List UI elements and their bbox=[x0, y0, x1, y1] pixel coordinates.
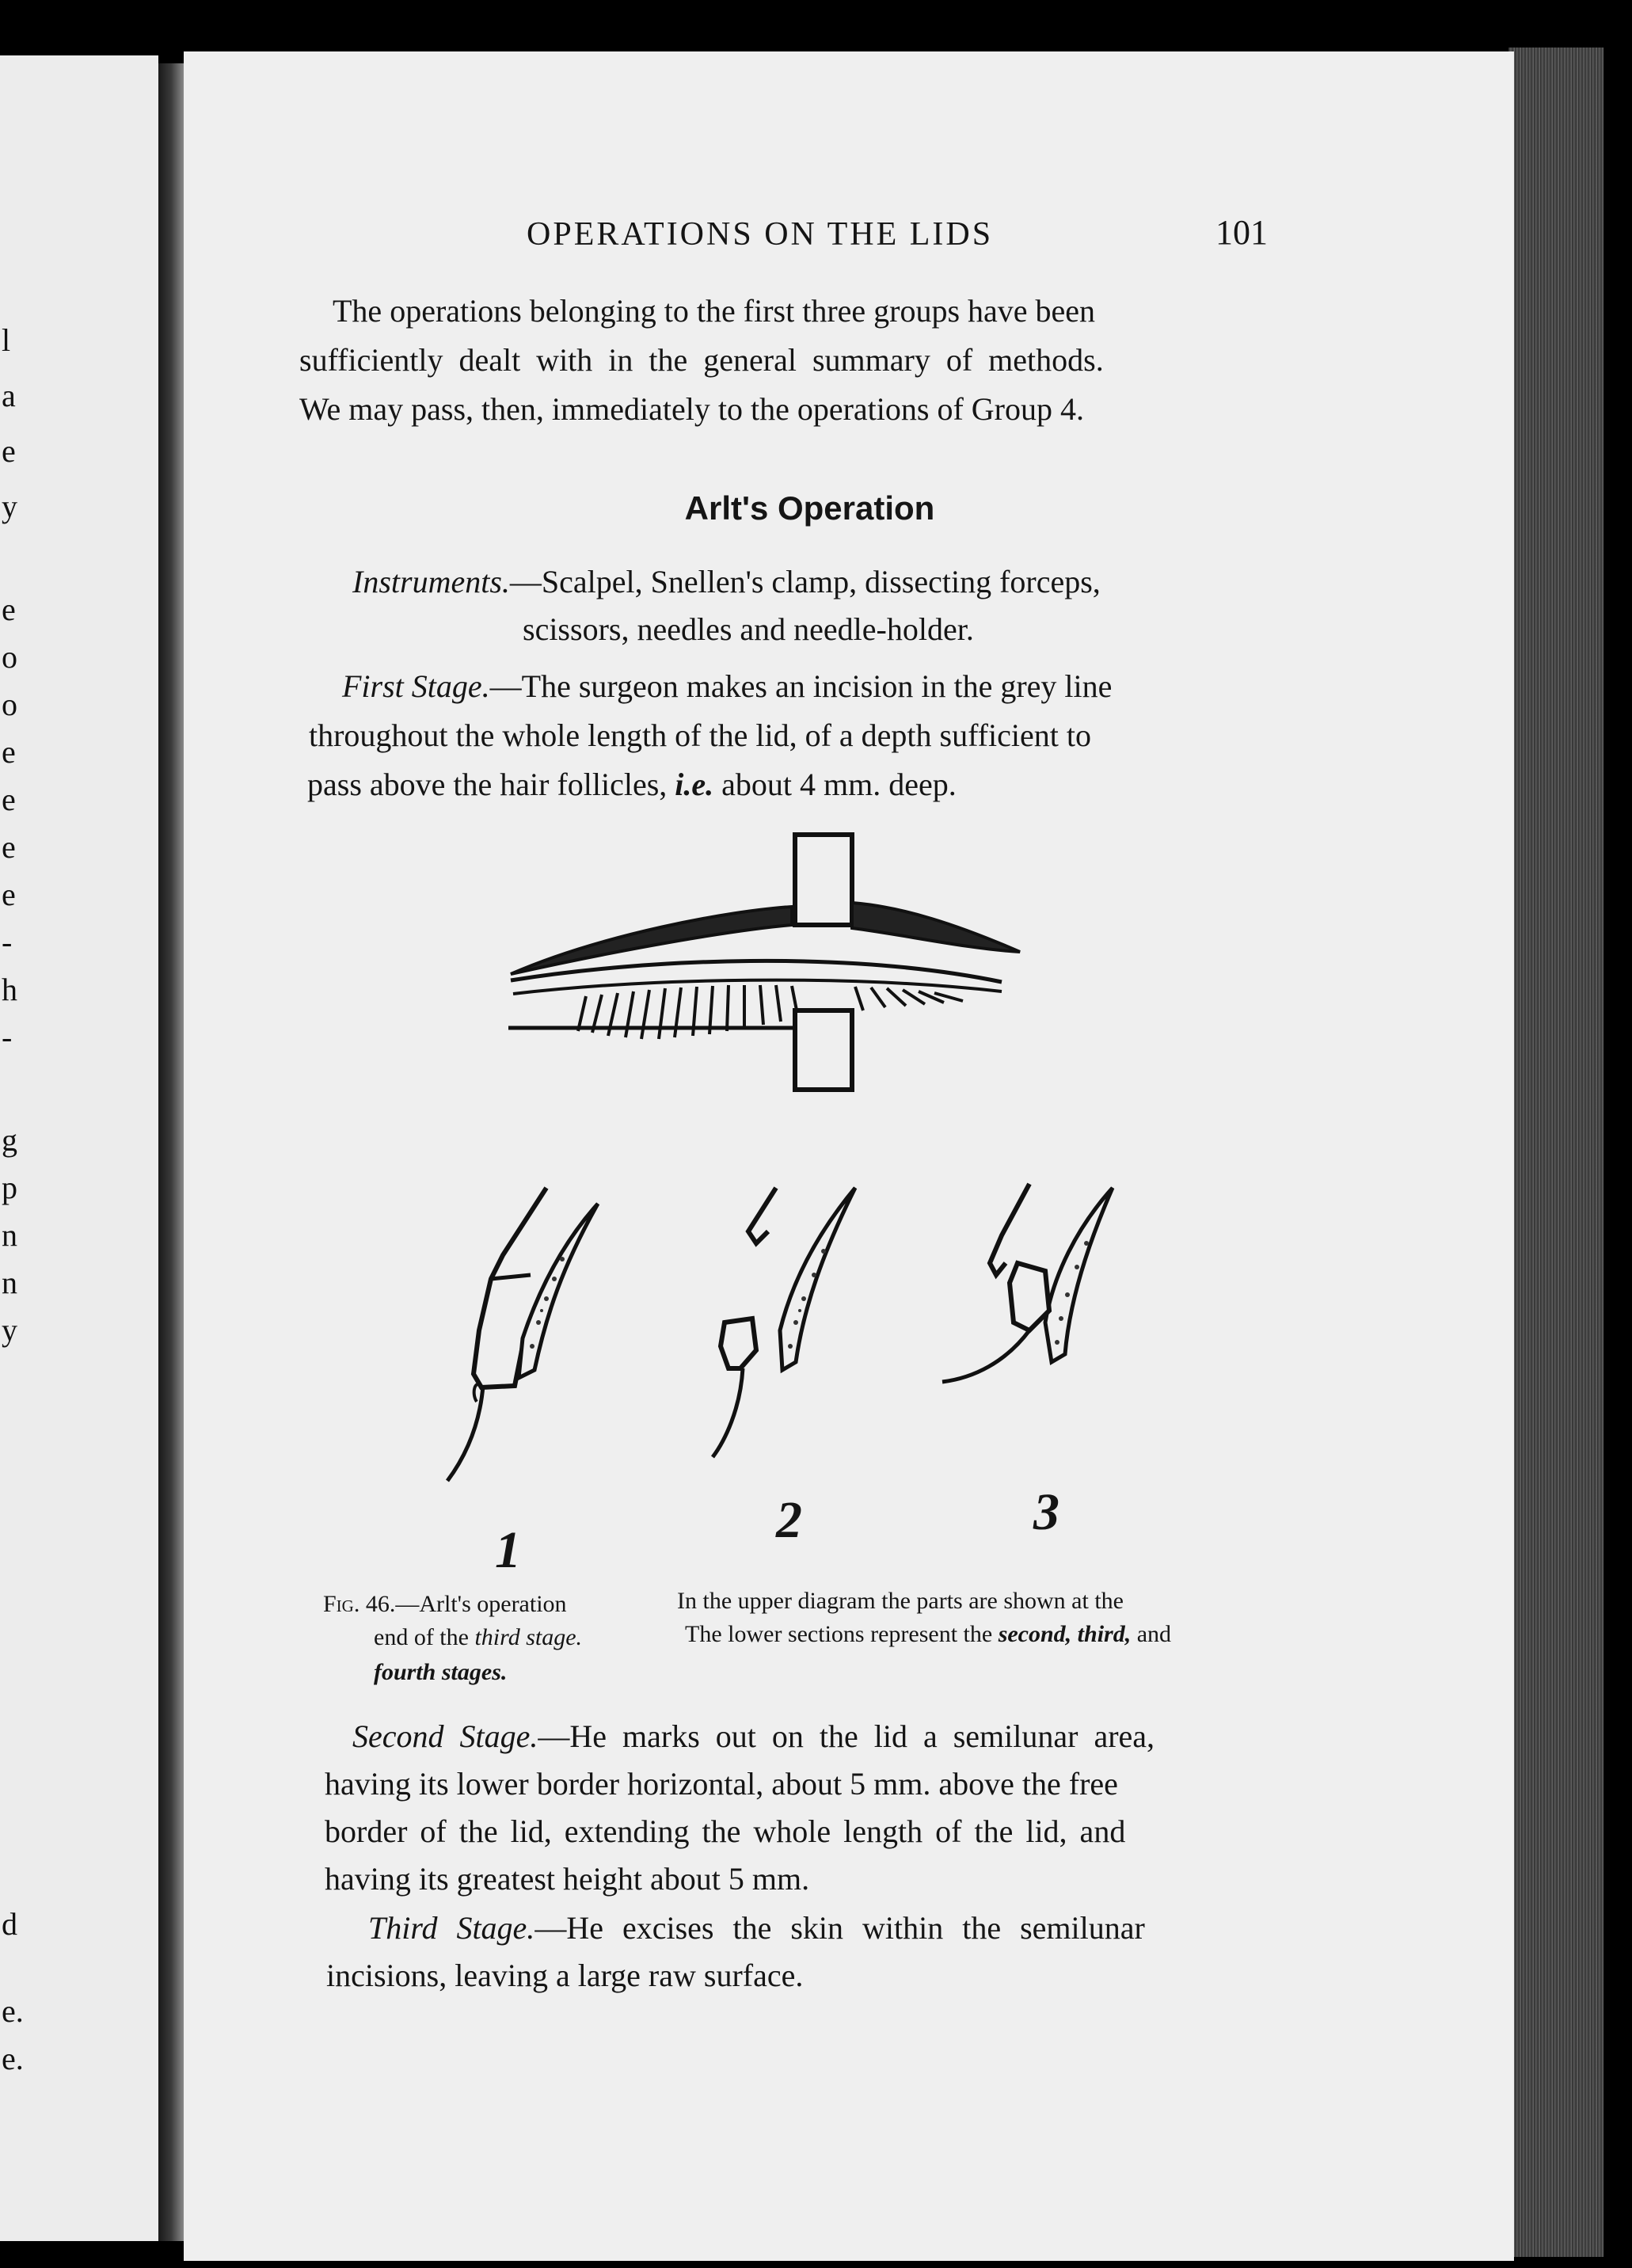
left-page-letter: e bbox=[2, 734, 16, 770]
first-stage-text-3a: pass above the hair follicles, bbox=[307, 767, 675, 802]
figure-46-upper-diagram bbox=[491, 824, 1029, 1101]
third-stage-line-1 bbox=[368, 1904, 1145, 1953]
eyelashes bbox=[578, 985, 963, 1039]
left-page-letter: e bbox=[2, 829, 16, 865]
left-page-fragment bbox=[0, 55, 158, 2241]
left-page-letter: o bbox=[2, 639, 17, 675]
caption-left-2 bbox=[374, 1620, 582, 1655]
first-stage-ie: i.e. bbox=[675, 767, 714, 802]
left-page-letter: e bbox=[2, 592, 16, 627]
left-page-letter: e bbox=[2, 433, 16, 469]
second-stage-text-1: —He marks out on the lid a semilunar area, bbox=[538, 1718, 1155, 1754]
left-page-letter: - bbox=[2, 1019, 13, 1055]
running-head: OPERATIONS ON THE LIDS bbox=[527, 216, 994, 253]
caption-left-text-1: —Arlt's operation bbox=[395, 1591, 567, 1617]
second-stage-line-4: having its greatest height about 5 mm. bbox=[325, 1861, 810, 1897]
caption-left-3: fourth stages. bbox=[374, 1659, 508, 1685]
section-heading-text: Arlt's Operation bbox=[684, 489, 935, 527]
intro-line-text: We may pass, then, immediately to the operations of Group 4. bbox=[299, 391, 1084, 427]
caption-left-text-2a: end of the bbox=[374, 1624, 475, 1650]
left-page-letter: e. bbox=[2, 2041, 24, 2076]
first-stage-line-1 bbox=[342, 662, 1112, 711]
left-page-letter: l bbox=[2, 322, 11, 358]
page-number: 101 bbox=[1215, 213, 1268, 252]
second-stage-line-1 bbox=[352, 1712, 1155, 1761]
instruments-text-1: —Scalpel, Snellen's clamp, dissecting forceps, bbox=[509, 564, 1101, 599]
first-stage-text-1: —The surgeon makes an incision in the grey line bbox=[489, 668, 1113, 704]
first-stage-text-3c: about 4 mm. deep. bbox=[713, 767, 957, 802]
caption-right-text-2c: and bbox=[1131, 1621, 1172, 1647]
left-page-letter: n bbox=[2, 1217, 17, 1253]
left-page-letter: e bbox=[2, 782, 16, 817]
third-stage-text-1: —He excises the skin within the semilunar bbox=[534, 1910, 1145, 1946]
lid-lower-line bbox=[513, 980, 1002, 994]
third-stage-line-2: incisions, leaving a large raw surface. bbox=[326, 1958, 804, 1993]
stage-number-2: 2 bbox=[776, 1491, 802, 1549]
instruments-label: Instruments. bbox=[352, 564, 510, 599]
first-stage-line-3 bbox=[307, 760, 957, 809]
page-stack-edge bbox=[1508, 48, 1603, 2257]
figure-46-stage-3 bbox=[934, 1172, 1140, 1473]
intro-line bbox=[299, 385, 1084, 434]
left-page-letter: n bbox=[2, 1265, 17, 1300]
left-page-letter: d bbox=[2, 1906, 17, 1942]
figure-46-stage-1 bbox=[443, 1180, 626, 1497]
stage-number-3: 3 bbox=[1033, 1483, 1059, 1541]
caption-right-1: In the upper diagram the parts are shown at the bbox=[677, 1588, 1124, 1614]
caption-fig-label: Fig. 46. bbox=[323, 1591, 396, 1617]
instruments-line-2: scissors, needles and needle-holder. bbox=[523, 611, 974, 647]
first-stage-label: First Stage. bbox=[342, 668, 490, 704]
left-page-letter: - bbox=[2, 924, 13, 960]
first-stage-line-2: throughout the whole length of the lid, of a depth sufficient to bbox=[309, 717, 1091, 753]
intro-line: sufficiently dealt with in the general summary of methods. bbox=[299, 342, 1104, 378]
clamp-upper-plate bbox=[795, 835, 852, 925]
stage-number-1: 1 bbox=[495, 1521, 521, 1579]
left-page-letter: e. bbox=[2, 1993, 24, 2029]
left-page-letter: h bbox=[2, 972, 17, 1007]
instruments-line-1 bbox=[352, 557, 1101, 607]
clamp-lower-plate bbox=[795, 1010, 852, 1090]
third-stage-label: Third Stage. bbox=[368, 1910, 535, 1946]
left-page-letter: p bbox=[2, 1170, 17, 1205]
second-stage-label: Second Stage. bbox=[352, 1718, 538, 1754]
second-stage-line-2: having its lower border horizontal, about 5 mm. above the free bbox=[325, 1766, 1118, 1802]
section-heading bbox=[0, 489, 1632, 527]
figure-46-stage-2 bbox=[697, 1172, 887, 1489]
caption-stages: second, third, bbox=[998, 1621, 1132, 1647]
caption-third-stage: third stage. bbox=[474, 1624, 583, 1650]
second-stage-line-3: border of the lid, extending the whole length of the lid, and bbox=[325, 1813, 1126, 1849]
caption-left-1 bbox=[323, 1587, 567, 1622]
left-page-letter: y bbox=[2, 1312, 17, 1348]
caption-right-2 bbox=[685, 1617, 1171, 1652]
intro-line: The operations belonging to the first three groups have been bbox=[333, 293, 1096, 329]
lid-skin-band-right bbox=[852, 903, 1020, 952]
left-page-letter: a bbox=[2, 378, 16, 413]
left-page-letter: e bbox=[2, 877, 16, 912]
left-page-letter: y bbox=[2, 489, 17, 524]
left-page-letter: g bbox=[2, 1122, 17, 1158]
left-page-letter: o bbox=[2, 687, 17, 722]
caption-right-text-2a: The lower sections represent the bbox=[685, 1621, 999, 1647]
